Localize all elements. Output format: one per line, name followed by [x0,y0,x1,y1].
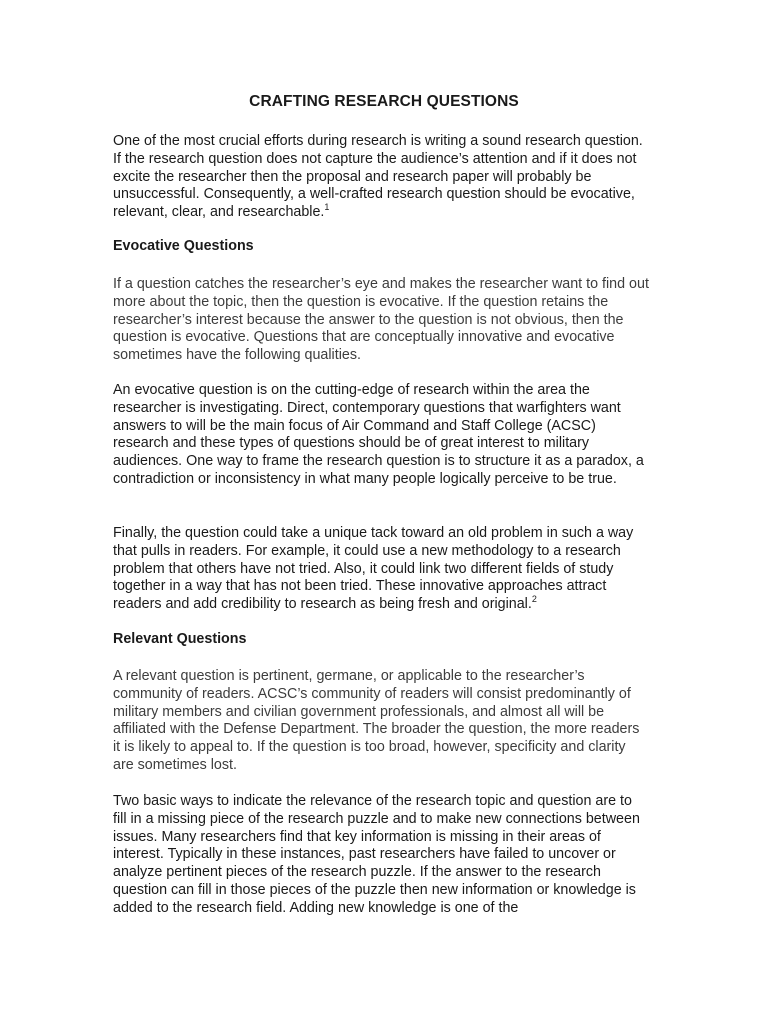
section-heading-evocative: Evocative Questions [113,238,254,254]
footnote-ref-2: 2 [531,594,537,605]
intro-text: One of the most crucial efforts during research is writing a sound research question. If the research question does not capture the audience’s attention and if it does not excite the researcher then the proposal and research paper will probably be unsuccessful. Consequently, a well-crafted research question should be evocative, relevant, clear, and researchable. [113,133,643,221]
section-heading-relevant: Relevant Questions [113,631,247,647]
relevant-paragraph-2: Two basic ways to indicate the relevance of the research topic and question are to fill in a missing piece of the research puzzle and to make new connections between issues. Many researchers find that key information is missing in their areas of interest. Typically in these instances, past researchers have failed to uncover or analyze pertinent pieces of the research puzzle. If the answer to the research question can fill in those pieces of the puzzle then new information or knowledge is added to the research field. Adding new knowledge is one of the [113,793,640,916]
evocative-paragraph-1: If a question catches the researcher’s eye and makes the researcher want to find out more about the topic, then the question is evocative. If the question retains the researcher’s interest because the answer to the question is not obvious, then the question is evocative. Questions that are conceptually innovative and evocative sometimes have the following qualities. [113,276,649,364]
document-title: CRAFTING RESEARCH QUESTIONS [249,93,519,110]
relevant-paragraph-1: A relevant question is pertinent, germane, or applicable to the researcher’s community of readers. ACSC’s community of readers will consist predominantly of military members and civilian government professionals, and almost all will be affiliated with the Defense Department. The broader the question, the more readers it is likely to appeal to. If the question is too broad, however, specificity and clarity are sometimes lost. [113,668,640,773]
evocative-paragraph-3 [113,525,649,614]
intro-paragraph [113,133,649,222]
evocative-paragraph-2: An evocative question is on the cutting-edge of research within the area the researcher is investigating. Direct, contemporary questions that warfighters want answers to will be the main focus of Air Command and Staff College (ACSC) research and these types of questions should be of great interest to military audiences. One way to frame the research question is to structure it as a paradox, a contradiction or inconsistency in what many people logically perceive to be true. [113,382,644,487]
footnote-ref-1: 1 [324,202,330,213]
evocative-paragraph-3-text: Finally, the question could take a unique tack toward an old problem in such a way that pulls in readers. For example, it could use a new methodology to a research problem that others have not tried. Also, it could link two different fields of study together in a way that has not been tried. These innovative approaches attract readers and add credibility to research as being fresh and original. [113,525,634,613]
